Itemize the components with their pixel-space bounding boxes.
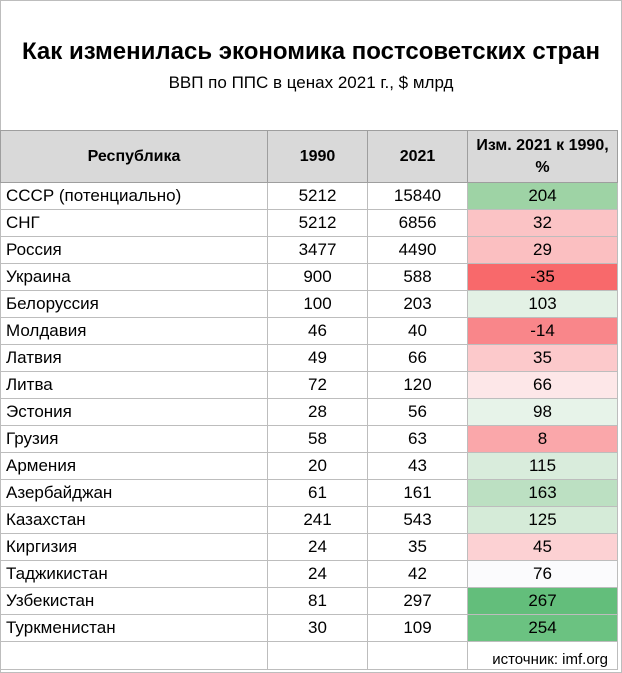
value-2021-cell: 6856 [368, 210, 468, 237]
table-header-row [1, 131, 618, 183]
table-row [1, 372, 618, 399]
change-percent-cell: 29 [468, 237, 618, 264]
change-percent-cell: 254 [468, 615, 618, 642]
table-row [1, 318, 618, 345]
table-row [1, 210, 618, 237]
country-name-cell: Киргизия [1, 534, 268, 561]
value-1990-cell: 24 [268, 534, 368, 561]
gdp-table [0, 130, 618, 670]
value-1990-cell: 3477 [268, 237, 368, 264]
table-row [1, 264, 618, 291]
source-note: источник: imf.org [492, 651, 608, 668]
country-name-cell: СНГ [1, 210, 268, 237]
value-2021-cell: 109 [368, 615, 468, 642]
country-name-cell: Украина [1, 264, 268, 291]
change-percent-cell: 8 [468, 426, 618, 453]
table-row [1, 345, 618, 372]
value-2021-cell: 161 [368, 480, 468, 507]
value-2021-cell: 120 [368, 372, 468, 399]
country-name-cell: Литва [1, 372, 268, 399]
country-name-cell: Узбекистан [1, 588, 268, 615]
change-percent-cell: 66 [468, 372, 618, 399]
value-1990-cell: 49 [268, 345, 368, 372]
value-2021-cell: 43 [368, 453, 468, 480]
empty-cell [268, 642, 368, 670]
table-body [1, 183, 618, 670]
value-2021-cell: 40 [368, 318, 468, 345]
table-row [1, 507, 618, 534]
value-2021-cell: 588 [368, 264, 468, 291]
value-1990-cell: 72 [268, 372, 368, 399]
value-2021-cell: 543 [368, 507, 468, 534]
value-1990-cell: 5212 [268, 210, 368, 237]
value-2021-cell: 63 [368, 426, 468, 453]
value-1990-cell: 28 [268, 399, 368, 426]
country-name-cell: СССР (потенциально) [1, 183, 268, 210]
country-name-cell: Азербайджан [1, 480, 268, 507]
chart-title: Как изменилась экономика постсоветских стран [21, 38, 601, 65]
change-percent-cell: -35 [468, 264, 618, 291]
value-2021-cell: 297 [368, 588, 468, 615]
empty-cell [368, 642, 468, 670]
change-percent-cell: 204 [468, 183, 618, 210]
table-row [1, 291, 618, 318]
table-row [1, 399, 618, 426]
column-header-republic: Республика [1, 131, 268, 183]
change-percent-cell: 76 [468, 561, 618, 588]
country-name-cell: Россия [1, 237, 268, 264]
change-percent-cell: -14 [468, 318, 618, 345]
value-2021-cell: 4490 [368, 237, 468, 264]
country-name-cell: Таджикистан [1, 561, 268, 588]
empty-cell [1, 642, 268, 670]
value-2021-cell: 203 [368, 291, 468, 318]
value-1990-cell: 24 [268, 561, 368, 588]
value-1990-cell: 46 [268, 318, 368, 345]
country-name-cell: Туркменистан [1, 615, 268, 642]
value-2021-cell: 35 [368, 534, 468, 561]
change-percent-cell: 35 [468, 345, 618, 372]
table-row [1, 561, 618, 588]
column-header-2021: 2021 [368, 131, 468, 183]
change-percent-cell: 98 [468, 399, 618, 426]
change-percent-cell: 115 [468, 453, 618, 480]
value-1990-cell: 20 [268, 453, 368, 480]
table-row [1, 237, 618, 264]
change-percent-cell: 45 [468, 534, 618, 561]
country-name-cell: Латвия [1, 345, 268, 372]
value-2021-cell: 66 [368, 345, 468, 372]
value-1990-cell: 61 [268, 480, 368, 507]
table-row [1, 480, 618, 507]
value-2021-cell: 15840 [368, 183, 468, 210]
country-name-cell: Казахстан [1, 507, 268, 534]
value-1990-cell: 30 [268, 615, 368, 642]
table-row [1, 588, 618, 615]
change-percent-cell: 103 [468, 291, 618, 318]
table-row [1, 534, 618, 561]
value-1990-cell: 81 [268, 588, 368, 615]
change-percent-cell: 163 [468, 480, 618, 507]
value-2021-cell: 56 [368, 399, 468, 426]
value-1990-cell: 58 [268, 426, 368, 453]
country-name-cell: Армения [1, 453, 268, 480]
table-row [1, 426, 618, 453]
value-1990-cell: 241 [268, 507, 368, 534]
chart-subtitle: ВВП по ППС в ценах 2021 г., $ млрд [168, 73, 454, 92]
value-1990-cell: 5212 [268, 183, 368, 210]
table-row [1, 453, 618, 480]
change-percent-cell: 267 [468, 588, 618, 615]
table-row [1, 183, 618, 210]
country-name-cell: Эстония [1, 399, 268, 426]
column-header-1990: 1990 [268, 131, 368, 183]
country-name-cell: Молдавия [1, 318, 268, 345]
country-name-cell: Белоруссия [1, 291, 268, 318]
change-percent-cell: 32 [468, 210, 618, 237]
column-header-change: Изм. 2021 к 1990, % [468, 131, 618, 183]
value-1990-cell: 100 [268, 291, 368, 318]
country-name-cell: Грузия [1, 426, 268, 453]
change-percent-cell: 125 [468, 507, 618, 534]
value-2021-cell: 42 [368, 561, 468, 588]
table-row [1, 615, 618, 642]
value-1990-cell: 900 [268, 264, 368, 291]
